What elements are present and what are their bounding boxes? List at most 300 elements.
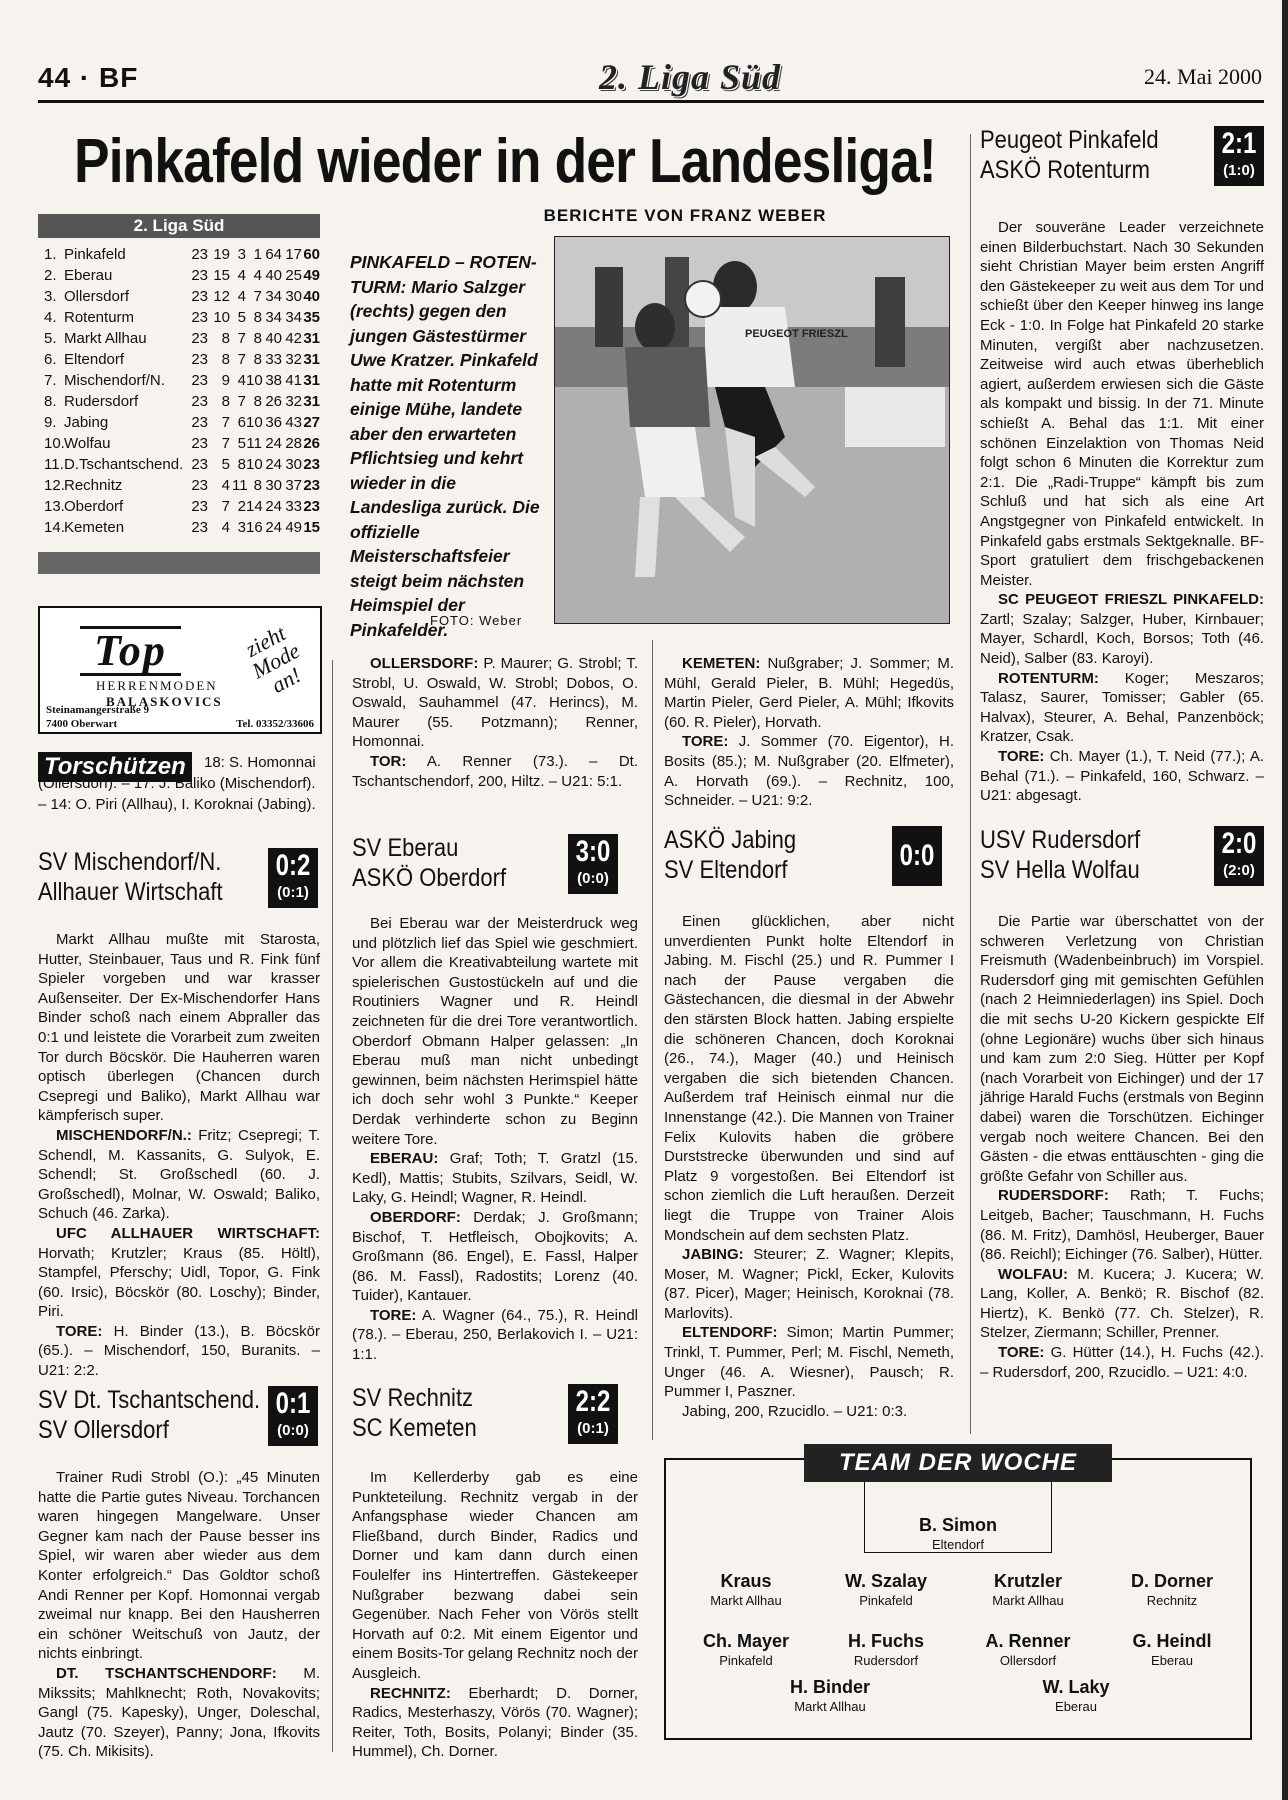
lineup-label: DT. TSCHANTSCHENDORF:	[56, 1664, 277, 1682]
player	[760, 1676, 900, 1716]
table-cell-gf: 24	[265, 456, 282, 473]
match-header-rudersdorf	[980, 826, 1264, 886]
table-cell-team: Wolfau	[64, 435, 111, 452]
player-club: Pinkafeld	[719, 1653, 773, 1668]
player-club: Pinkafeld	[859, 1593, 913, 1608]
score-box	[1214, 826, 1264, 886]
lineup	[352, 654, 638, 752]
lineup	[664, 654, 954, 732]
ad-line1: HERRENMODEN	[96, 678, 218, 693]
player	[1102, 1630, 1242, 1670]
team-der-woche-title: TEAM DER WOCHE	[804, 1444, 1112, 1482]
lineup-label: RUDERSDORF:	[998, 1187, 1109, 1205]
table-cell-w: 7	[221, 414, 230, 431]
lineup-text: Zartl; Szalay; Salzger, Huber, Kirnbauer; Mayer, Schardl, Koch, Borsos; Toth (46. Neid), Salber (83. Karoyi).	[980, 610, 1264, 668]
table-cell-pts: 23	[303, 498, 320, 515]
report-pinkafeld	[980, 218, 1264, 806]
table-cell-games: 23	[191, 456, 208, 473]
home-team: USV Rudersdorf	[980, 826, 1141, 854]
table-cell-pts: 35	[303, 309, 320, 326]
report-rechnitz	[352, 1468, 638, 1762]
table-cell-gf: 24	[265, 435, 282, 452]
table-cell-l: 8	[253, 477, 262, 494]
section-title: 2. Liga Süd	[598, 57, 782, 97]
report-jabing	[664, 912, 954, 1421]
column-rule	[332, 660, 333, 1752]
table-cell-gf: 24	[265, 498, 282, 515]
goals	[352, 1306, 638, 1365]
lineup-label: WOLFAU:	[998, 1265, 1068, 1283]
report-eberau	[352, 914, 638, 1365]
table-cell-l: 14	[246, 498, 263, 515]
home-team: SV Dt. Tschantschend.	[38, 1386, 261, 1414]
ad-city: 7400 Oberwart	[46, 718, 118, 730]
report-rechnitz-cont	[664, 654, 954, 811]
lineup	[980, 669, 1264, 747]
table-cell-gf: 34	[265, 288, 282, 305]
player-club: Eberau	[1151, 1653, 1193, 1668]
table-cell-games: 23	[191, 309, 208, 326]
goals-text: A. Renner (73.). – Dt. Tschantschendorf, 200, Hiltz. – U21: 5:1.	[352, 752, 638, 790]
goals-text: A. Wagner (64., 75.), R. Heindl (78.). – Eberau, 250, Berlakovich I. – U21: 1:1.	[352, 1306, 639, 1364]
football-players-photo	[555, 237, 949, 623]
table-cell-games: 23	[191, 351, 208, 368]
halftime-score: (0:0)	[277, 1422, 309, 1439]
lineup-label: EBERAU:	[370, 1150, 439, 1168]
report-text: Im Kellerderby gab es eine Punkteteilung. Rechnitz vergab in der Anfangsphase wieder Chancen am Fließband, durch Binder, Radics und Dorner und kam dann durch einen Foulelfer ins Hintertreffen. Gästekeeper Nußgraber bezwang dabei sein Gegenüber. Nach Feher von Vörös stellt Horvath auf 0:2. Mit einem Eigentor und einem Bosits-Tor gelang Rechnitz noch der Ausgleich.	[352, 1469, 638, 1682]
table-cell-pts: 49	[303, 267, 320, 284]
table-cell-d: 4	[237, 288, 246, 305]
table-cell-games: 23	[191, 519, 208, 536]
table-cell-rank: 7.	[44, 372, 57, 389]
player	[1006, 1676, 1146, 1716]
table-row	[38, 517, 320, 538]
league-table-footer-bar	[38, 552, 320, 574]
table-cell-ga: 32	[285, 393, 302, 410]
lineup-text: Derdak; J. Großmann; Bischof, T. Hetfleisch, Obojkovits; A. Großmann (86. Engel), E. Fassl, Halper (86. M. Fassl), Radostits; Lorenz (40. Tuider), Kantauer.	[352, 1208, 638, 1305]
score-box	[568, 1384, 618, 1444]
lineup	[352, 1684, 638, 1762]
goals	[38, 1322, 320, 1381]
table-cell-l: 8	[253, 309, 262, 326]
player-name: H. Binder	[789, 1677, 870, 1697]
lineup-label: MISCHENDORF/N.:	[56, 1126, 192, 1144]
player-name: Kraus	[720, 1571, 772, 1591]
player-club: Rudersdorf	[853, 1653, 919, 1668]
table-cell-d: 11	[232, 477, 248, 494]
table-cell-d: 4	[237, 372, 246, 389]
table-cell-d: 3	[237, 519, 246, 536]
lineup-text: Simon; Martin Pummer; Trinkl, T. Pummer, Perl; M. Fischl, Nemeth, Unger (46. A. Wiesner), Pausch; R. Pummer I, Paszner.	[664, 1324, 955, 1401]
table-cell-w: 8	[221, 351, 230, 368]
table-cell-w: 8	[221, 330, 230, 347]
table-cell-games: 23	[191, 498, 208, 515]
table-cell-ga: 25	[285, 267, 302, 284]
halftime-score: (0:1)	[277, 884, 309, 901]
table-cell-w: 5	[221, 456, 230, 473]
table-cell-ga: 34	[285, 309, 302, 326]
player-club: Rechnitz	[1146, 1593, 1198, 1608]
goals-label: TOR:	[370, 752, 407, 770]
ad-slogan: zieht Mode an!	[241, 620, 305, 698]
table-row	[38, 286, 320, 307]
goals-label: TORE:	[370, 1306, 417, 1324]
table-cell-ga: 30	[285, 288, 302, 305]
player-club: Markt Allhau	[992, 1593, 1064, 1608]
table-cell-team: Jabing	[64, 414, 109, 431]
final-score: 2:2	[575, 1385, 611, 1418]
away-team: ASKÖ Rotenturm	[980, 156, 1150, 184]
lineup-label: ROTENTURM:	[998, 669, 1099, 687]
table-cell-l: 8	[253, 330, 262, 347]
player-club: Eberau	[1055, 1699, 1097, 1714]
score-box	[268, 1386, 318, 1446]
lineup	[352, 1149, 638, 1208]
table-cell-gf: 36	[265, 414, 282, 431]
table-cell-games: 23	[191, 330, 208, 347]
ad-phone: Tel. 03352/33606	[236, 718, 314, 730]
header-rule	[38, 100, 1264, 103]
lineup	[352, 1208, 638, 1306]
report-text: Markt Allhau mußte mit Starosta, Hutter, Steinbauer, Taus und R. Fink fünf Spieler vorgeben und war krasser Außenseiter. Der Ex-Mischendorfer Hans Binder schoß nach einem Abpraller das 0:1 und leistete die Vorarbeit zum zweiten Tor durch Böcskör. Die Hauherren waren optisch überlegen (Chancen durch Csepregi und Baliko), Markt Allhau war kämpferisch super.	[38, 931, 320, 1125]
table-cell-w: 4	[221, 477, 230, 494]
table-cell-rank: 2.	[44, 267, 57, 284]
table-cell-w: 12	[213, 288, 230, 305]
table-cell-l: 8	[253, 393, 262, 410]
player-name: Krutzler	[993, 1571, 1062, 1591]
table-cell-pts: 26	[303, 435, 320, 452]
issue-date: 24. Mai 2000	[1144, 64, 1262, 89]
table-cell-pts: 27	[303, 414, 320, 431]
lineup-label: OBERDORF:	[370, 1208, 461, 1226]
goals	[664, 1402, 954, 1422]
goals	[980, 1343, 1264, 1382]
match-header-pinkafeld	[980, 126, 1264, 186]
table-cell-w: 15	[213, 267, 230, 284]
score-box	[1214, 126, 1264, 186]
table-row	[38, 412, 320, 433]
table-cell-rank: 12.	[44, 477, 65, 494]
table-row	[38, 496, 320, 517]
away-team: SV Hella Wolfau	[980, 856, 1140, 884]
league-table	[38, 214, 320, 574]
torschuetzen-text: 18: S. Homonnai (Ollersdorf). – 17: J. Baliko (Mischendorf). – 14: O. Piri (Allhau), I. Koroknai (Jabing).	[38, 754, 316, 813]
table-cell-ga: 32	[285, 351, 302, 368]
player-club: Markt Allhau	[710, 1593, 782, 1608]
table-cell-gf: 33	[265, 351, 282, 368]
table-cell-rank: 4.	[44, 309, 57, 326]
halftime-score: (0:0)	[577, 870, 609, 887]
lineup-label: OLLERSDORF:	[370, 655, 479, 672]
home-team: SV Rechnitz	[352, 1384, 474, 1412]
table-cell-ga: 17	[285, 246, 302, 263]
lineup	[38, 1224, 320, 1322]
goals	[664, 732, 954, 810]
goals	[980, 747, 1264, 806]
lineup	[980, 590, 1264, 668]
player-name: D. Dorner	[1130, 1571, 1213, 1591]
player	[676, 1570, 816, 1610]
table-cell-l: 10	[246, 456, 263, 473]
goals-text: G. Hütter (14.), H. Fuchs (42.). – Rudersdorf, 200, Rzucidlo. – U21: 4:0.	[980, 1344, 1265, 1381]
lineup	[664, 1323, 954, 1401]
table-cell-ga: 30	[285, 456, 302, 473]
table-cell-l: 11	[246, 435, 262, 452]
lineup-label: RECHNITZ:	[370, 1684, 451, 1702]
goals-label: TORE:	[998, 1344, 1045, 1362]
table-cell-rank: 9.	[44, 414, 57, 431]
table-cell-games: 23	[191, 246, 208, 263]
table-cell-w: 7	[221, 435, 230, 452]
table-cell-pts: 31	[303, 330, 320, 347]
halftime-score: (1:0)	[1223, 162, 1255, 179]
goals	[352, 752, 638, 791]
table-cell-team: Eltendorf	[64, 351, 125, 368]
score-box	[892, 826, 942, 886]
report-text: Die Partie war überschattet von der schweren Verletzung von Christian Freismuth (Wadenbeinbruch) im Vorspiel. Rudersdorf ging mit gemischten Gefühlen (nach 2 Heimniederlagen) ins Spiel. Doch die mit sechs U-20 Kickern gespickte Elf (ohne Legionäre) wuchs über sich hinaus und kam zum 2:0 Sieg. Hütter per Kopf (nach Vorarbeit von Eichinger) und der 17 jährige Harald Fuchs (erstmals von Beginn dabei) waren die Torschützen. Eichinger vergab noch weitere Chancen. Bei den Gästen - die etwas enttäuschten - ging die größte Gefahr von Schiller aus.	[980, 913, 1264, 1185]
table-cell-l: 4	[253, 267, 262, 284]
ad-line2: BALASKOVICS	[106, 694, 223, 709]
torschuetzen-label: Torschützen	[38, 752, 192, 782]
lineup-text: M. Kucera; J. Kucera; W. Lang, Koller, A. Benkö; R. Bischof (82. Hiertz), K. Benkö (77. Ch. Stelzer), R. Stelzer, Ziermann; Schiller, Prenner.	[980, 1265, 1264, 1342]
match-photo	[554, 236, 950, 624]
table-cell-games: 23	[191, 435, 208, 452]
table-cell-pts: 31	[303, 351, 320, 368]
player-name: B. Simon	[918, 1515, 997, 1535]
table-cell-w: 4	[221, 519, 230, 536]
report-tschantschend	[38, 1468, 320, 1762]
table-cell-ga: 28	[285, 435, 302, 452]
lineup	[980, 1265, 1264, 1343]
final-score: 0:2	[275, 849, 311, 882]
table-cell-d: 8	[237, 456, 246, 473]
goals-text: Jabing, 200, Rzucidlo. – U21: 0:3.	[682, 1402, 908, 1420]
player	[1102, 1570, 1242, 1610]
table-cell-pts: 31	[303, 393, 320, 410]
report-rudersdorf	[980, 912, 1264, 1382]
table-row	[38, 391, 320, 412]
table-row	[38, 370, 320, 391]
player	[816, 1570, 956, 1610]
table-cell-gf: 64	[265, 246, 282, 263]
lineup-label: KEMETEN:	[682, 655, 761, 672]
table-cell-team: Eberau	[64, 267, 113, 284]
table-cell-rank: 6.	[44, 351, 57, 368]
away-team: Allhauer Wirtschaft	[38, 878, 223, 906]
table-cell-rank: 10.	[44, 435, 65, 452]
table-cell-d: 6	[237, 414, 246, 431]
player	[676, 1630, 816, 1670]
table-cell-d: 4	[237, 267, 246, 284]
final-score: 0:1	[275, 1387, 311, 1420]
table-cell-games: 23	[191, 372, 208, 389]
table-cell-rank: 13.	[44, 498, 65, 515]
team-der-woche	[664, 1449, 1252, 1740]
shirt-sponsor: PEUGEOT FRIESZL	[745, 328, 848, 340]
match-header-eberau	[352, 834, 638, 894]
lineup-text: Koger; Meszaros; Talasz, Saurer, Tomisser; Gabler (65. Halvax), Steurer, A. Behal, Panzenböck; Kratzer, Csak.	[980, 669, 1265, 746]
table-cell-rank: 3.	[44, 288, 57, 305]
lineup-text: Graf; Toth; T. Gratzl (15. Kedl), Mattis; Stubits, Szilvars, Seidl, W. Laky, G. Heindl; Wagner, R. Heindl.	[352, 1150, 639, 1207]
table-cell-team: Rudersdorf	[64, 393, 139, 410]
player-club: Ollersdorf	[999, 1653, 1057, 1668]
goals-label: TORE:	[682, 733, 729, 751]
goals-label: TORE:	[998, 748, 1045, 766]
table-cell-ga: 49	[285, 519, 302, 536]
lineup	[38, 1664, 320, 1762]
report-text: Bei Eberau war der Meisterdruck weg und plötzlich lief das Spiel wie geschmiert. Vor allem die Kreativabteilung wartete mit spielerischen Gustostückeln auf und die Routiniers Wagner und R. Heindl zeichneten für die drei Tore verantwortlich. Oberdorf Obmann Halper gelassen: „In Eberau muß man nicht unbedingt gewinnen, beim nächsten Herimspiel hätte ich doch sehr wohl 3 Punkte.“ Keeper Derdak verhinderte schon zu Beginn weitere Tore.	[352, 915, 638, 1148]
table-row	[38, 349, 320, 370]
score-box	[268, 848, 318, 908]
player-name: H. Fuchs	[847, 1631, 924, 1651]
table-cell-gf: 40	[265, 267, 282, 284]
table-cell-pts: 40	[303, 288, 320, 305]
table-cell-w: 8	[221, 393, 230, 410]
away-team: SV Ollersdorf	[38, 1416, 169, 1444]
lineup-label: ELTENDORF:	[682, 1324, 778, 1342]
player	[816, 1630, 956, 1670]
table-row	[38, 244, 320, 265]
ad-street: Steinamangerstraße 9	[46, 704, 149, 716]
table-cell-team: Rotenturm	[64, 309, 135, 326]
table-cell-team: Markt Allhau	[64, 330, 147, 347]
player	[958, 1570, 1098, 1610]
away-team: SV Eltendorf	[664, 856, 788, 884]
table-cell-pts: 15	[303, 519, 320, 536]
final-score: 3:0	[575, 835, 611, 868]
goals-label: TORE:	[56, 1322, 103, 1340]
table-cell-w: 10	[213, 309, 230, 326]
table-cell-l: 1	[253, 246, 262, 263]
goals-text: Ch. Mayer (1.), T. Neid (77.); A. Behal (71.). – Pinkafeld, 160, Schwarz. – U21: abgesagt.	[980, 748, 1265, 805]
report-text: Trainer Rudi Strobl (O.): „45 Minuten hatte die Partie gutes Niveau. Torchancen waren hingegen Mangelware. Unser Gegner kam nach der Pause besser ins Spiel, wir waren aber wieder aus dem Konter erfolgreich.“ Das Goldtor schoß Andi Renner per Kopf. Homonnai vergab zweimal nur knapp. Bei den Hausherren ein schöner Weitschuß von Jautz, der nichts einbringt.	[38, 1469, 320, 1663]
table-row	[38, 454, 320, 475]
table-cell-team: Mischendorf/N.	[64, 372, 165, 389]
league-table-rows	[38, 244, 320, 538]
home-team: SV Eberau	[352, 834, 459, 862]
table-cell-team: Rechnitz	[64, 477, 123, 494]
lineup-text: P. Maurer; G. Strobl; T. Strobl, U. Oswald, W. Strobl; Dobos, O. Oswald, Sauhammel (47. Herincs), M. Maurer (55. Potzmann); Renner, Homonnai.	[352, 655, 639, 751]
table-cell-l: 10	[246, 414, 263, 431]
table-cell-w: 7	[221, 498, 230, 515]
score-box	[568, 834, 618, 894]
table-cell-team: Ollersdorf	[64, 288, 130, 305]
table-cell-ga: 37	[285, 477, 302, 494]
away-team: ASKÖ Oberdorf	[352, 864, 507, 892]
final-score: 0:0	[899, 839, 935, 872]
table-cell-gf: 26	[265, 393, 282, 410]
table-cell-team: Oberdorf	[64, 498, 124, 515]
report-text: Einen glücklichen, aber nicht unverdienten Punkt holte Eltendorf in Jabing. M. Fischl (25.) und R. Pummer I nach der Pause vergaben die Gästechancen, die diesmal in der Abwehr den stärsten Block hatten. Jabing erspielte die schöneren Chancen, doch Koroknai (26., 74.), Mager (40.) und Heinisch vergaben die sich bietenden Chancen. Außerdem traf Heinisch einmal nur die Innenstange (42.). Die Mannen von Trainer Felix Kulovits haben die gröbere Durststrecke überwunden und sind auf Platz 9 vorgestoßen. Bei Eltendorf ist schon ziemlich die Luft heraußen. Derzeit liegt die Truppe von Trainer Alois Mondschein auf dem sechsten Platz.	[664, 913, 954, 1244]
lineup-text: M. Mikssits; Mahlknecht; Roth, Novakovits; Gangl (75. Kapesky), Unger, Doleschal, Jautz (70. Szeyer), Panny; Jona, Ifkovits (75. Ch. Mikisits).	[38, 1664, 321, 1761]
player-name: Ch. Mayer	[702, 1631, 790, 1651]
table-cell-ga: 33	[285, 498, 302, 515]
table-cell-gf: 34	[265, 309, 282, 326]
table-cell-pts: 23	[303, 477, 320, 494]
table-cell-team: Kemeten	[64, 519, 125, 536]
page-edge	[1282, 0, 1288, 1800]
player-name: W. Szalay	[844, 1571, 928, 1591]
advertisement	[38, 606, 322, 734]
table-cell-ga: 41	[285, 372, 302, 389]
table-cell-pts: 31	[303, 372, 320, 389]
goals-text: H. Binder (13.), B. Böcskör (65.). – Mischendorf, 150, Buranits. – U21: 2:2.	[38, 1322, 320, 1380]
main-headline: Pinkafeld wieder in der Landesliga!	[74, 127, 936, 196]
table-cell-pts: 60	[303, 246, 320, 263]
report-mischendorf	[38, 930, 320, 1381]
table-row	[38, 433, 320, 454]
table-cell-d: 5	[237, 309, 246, 326]
lineup	[980, 1186, 1264, 1264]
table-cell-ga: 42	[285, 330, 302, 347]
lineup	[38, 1126, 320, 1224]
table-row	[38, 475, 320, 496]
table-cell-l: 10	[246, 372, 263, 389]
table-cell-w: 9	[221, 372, 230, 389]
match-header-mischendorf	[38, 848, 320, 908]
table-cell-d: 7	[237, 330, 246, 347]
byline: BERICHTE VON FRANZ WEBER	[543, 206, 827, 225]
league-table-title: 2. Liga Süd	[38, 214, 320, 238]
halftime-score: (0:1)	[577, 1420, 609, 1437]
home-team: SV Mischendorf/N.	[38, 848, 222, 876]
table-cell-rank: 8.	[44, 393, 57, 410]
table-cell-rank: 1.	[44, 246, 57, 263]
table-cell-rank: 11.	[44, 456, 64, 473]
table-cell-l: 16	[246, 519, 263, 536]
table-row	[38, 265, 320, 286]
photo-credit: FOTO: Weber	[430, 613, 523, 628]
player-name: G. Heindl	[1132, 1631, 1212, 1651]
lineup-label: UFC ALLHAUER WIRTSCHAFT:	[56, 1224, 320, 1242]
table-cell-rank: 5.	[44, 330, 57, 347]
table-cell-gf: 38	[265, 372, 282, 389]
lineup-label: SC PEUGEOT FRIESZL PINKAFELD:	[998, 591, 1264, 609]
match-header-tschantschend	[38, 1386, 320, 1446]
lineup-text: Rath; T. Fuchs; Leitgeb, Bacher; Tauschmann, H. Fuchs (86. M. Fritz), Damhösl, Heuberger, Bauer (86. Reichl); Eichinger (76. Salber), Hütter.	[980, 1187, 1264, 1264]
lineup-text: Eberhardt; D. Dorner, Radics, Mesterhaszy, Vörös (70. Wagner); Reiter, Toth, Bosits, Polanyi; Binder (35. Hummel), Ch. Dorner.	[352, 1684, 638, 1761]
home-team: Peugeot Pinkafeld	[980, 126, 1159, 154]
table-cell-team: D.Tschantschend.	[64, 456, 184, 473]
column-rule	[652, 640, 653, 1440]
final-score: 2:0	[1221, 827, 1257, 860]
goals-text: J. Sommer (70. Eigentor), H. Bosits (85.); M. Nußgraber (20. Elfmeter), A. Horvath (69.). – Rechnitz, 100, Schneider. – U21: 9:2.	[664, 733, 954, 810]
table-cell-games: 23	[191, 393, 208, 410]
match-header-rechnitz	[352, 1384, 638, 1444]
player-club: Eltendorf	[931, 1537, 985, 1552]
ad-logo: Top	[80, 626, 181, 676]
report-tschantschend-cont	[352, 654, 638, 791]
table-cell-team: Pinkafeld	[64, 246, 126, 263]
table-cell-d: 3	[237, 246, 246, 263]
lineup-text: Steurer; Z. Wagner; Klepits, Moser, M. Wagner; Pickl, Ecker, Kulovits (87. Picer), Mager; Heinisch, Koroknai (78. Marlovits).	[664, 1246, 954, 1322]
table-cell-gf: 24	[265, 519, 282, 536]
table-cell-games: 23	[191, 288, 208, 305]
table-cell-ga: 43	[285, 414, 302, 431]
player-name: W. Laky	[1042, 1677, 1110, 1697]
lineup-text: Horvath; Krutzler; Kraus (85. Höltl), Stampfel, Pferschy; Uidl, Topor, G. Fink (60. Irsic), Böcskör (80. Loschy); Binder, Piri.	[38, 1244, 320, 1321]
table-row	[38, 307, 320, 328]
table-cell-d: 7	[237, 393, 246, 410]
final-score: 2:1	[1221, 127, 1257, 160]
column-rule	[970, 134, 971, 1434]
table-cell-games: 23	[191, 477, 208, 494]
table-cell-l: 7	[253, 288, 262, 305]
table-cell-gf: 30	[265, 477, 282, 494]
lineup-text: Nußgraber; J. Sommer; M. Mühl, Gerald Pieler, B. Mühl; Hegedüs, Martin Pieler, Gerd Pieler, A. Mühl; Ifkovits (60. R. Pieler), Horvath.	[664, 655, 954, 731]
lineup	[664, 1245, 954, 1323]
lineup-text: Fritz; Csepregi; T. Schendl, M. Kassanits, G. Sulyok, E. Schendl; St. Großschedl (60. J. Großschedl), Molnar, W. Oswald; Baliko, Schuch (46. Zarka).	[38, 1126, 320, 1223]
